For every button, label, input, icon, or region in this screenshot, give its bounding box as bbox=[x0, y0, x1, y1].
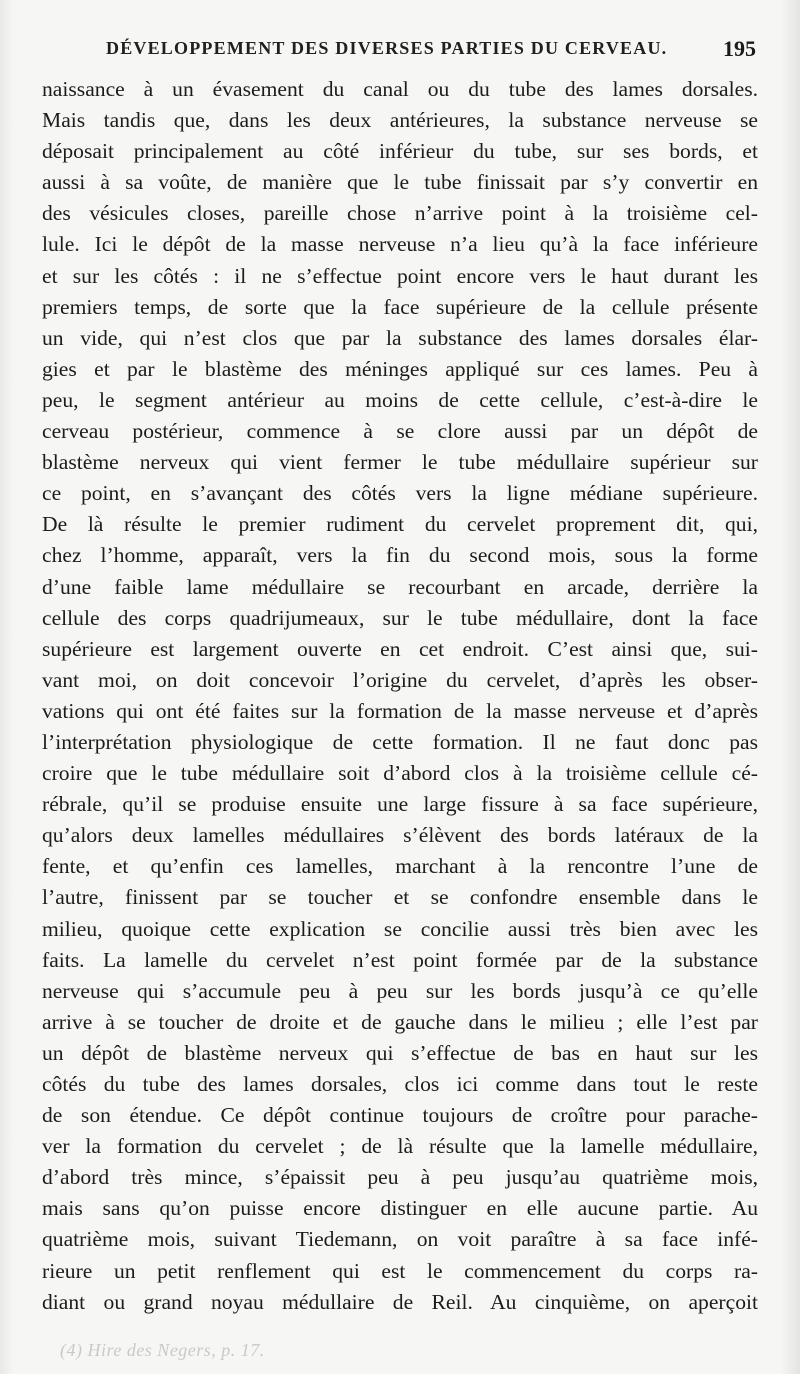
text-line: premiers temps, de sorte que la face supérieure de la cellule présente bbox=[42, 294, 758, 319]
text-line: des vésicules closes, pareille chose n’arrive point à la troisième cel- bbox=[42, 201, 758, 226]
text-line: lule. Ici le dépôt de la masse nerveuse n’a lieu qu’à la face inférieure bbox=[42, 232, 758, 257]
text-line: et sur les côtés : il ne s’effectue point encore vers le haut durant les bbox=[42, 263, 758, 288]
text-line: milieu, quoique cette explication se concilie aussi très bien avec les bbox=[42, 916, 758, 941]
text-line: d’abord très mince, s’épaissit peu à peu jusqu’au quatrième mois, bbox=[42, 1165, 758, 1190]
text-line: un dépôt de blastème nerveux qui s’effectue de bas en haut sur les bbox=[42, 1040, 758, 1065]
text-line: diant ou grand noyau médullaire de Reil. Au cinquième, on aperçoit bbox=[42, 1289, 758, 1314]
text-line: mais sans qu’on puisse encore distinguer en elle aucune partie. Au bbox=[42, 1196, 758, 1221]
text-line: De là résulte le premier rudiment du cervelet proprement dit, qui, bbox=[42, 512, 758, 537]
text-line: croire que le tube médullaire soit d’abord clos à la troisième cellule cé- bbox=[42, 761, 758, 786]
text-line: aussi à sa voûte, de manière que le tube finissait par s’y convertir en bbox=[42, 170, 758, 195]
text-line: rieure un petit renflement qui est le commencement du corps ra- bbox=[42, 1258, 758, 1283]
page-number: 195 bbox=[723, 36, 756, 61]
text-line: ver la formation du cervelet ; de là résulte que la lamelle médullaire, bbox=[42, 1134, 758, 1159]
text-line: blastème nerveux qui vient fermer le tube médullaire supérieur sur bbox=[42, 450, 758, 475]
text-line: l’autre, finissent par se toucher et se confondre ensemble dans le bbox=[42, 885, 758, 910]
bleed-through-text: (4) Hire des Negers, p. 17. bbox=[60, 1340, 265, 1360]
text-line: qu’alors deux lamelles médullaires s’élèvent des bords latéraux de la bbox=[42, 823, 758, 848]
text-line: arrive à se toucher de droite et de gauche dans le milieu ; elle l’est par bbox=[42, 1009, 758, 1034]
text-line: de son étendue. Ce dépôt continue toujours de croître pour parache- bbox=[42, 1103, 758, 1128]
text-line: l’interprétation physiologique de cette formation. Il ne faut donc pas bbox=[42, 729, 758, 754]
body-text bbox=[42, 74, 758, 1318]
text-line: cellule des corps quadrijumeaux, sur le tube médullaire, dont la face bbox=[42, 605, 758, 630]
text-line: naissance à un évasement du canal ou du tube des lames dorsales. bbox=[42, 77, 758, 101]
text-line: déposait principalement au côté inférieur du tube, sur ses bords, et bbox=[42, 139, 758, 164]
text-line: ce point, en s’avançant des côtés vers la ligne médiane supérieure. bbox=[42, 481, 758, 506]
text-line: quatrième mois, suivant Tiedemann, on voit paraître à sa face infé- bbox=[42, 1227, 758, 1252]
text-line: rébrale, qu’il se produise ensuite une large fissure à sa face supérieure, bbox=[42, 792, 758, 817]
text-line: vant moi, on doit concevoir l’origine du cervelet, d’après les obser- bbox=[42, 667, 758, 692]
text-line: faits. La lamelle du cervelet n’est point formée par de la substance bbox=[42, 947, 758, 972]
text-line: nerveuse qui s’accumule peu à peu sur les bords jusqu’à ce qu’elle bbox=[42, 978, 758, 1003]
text-line: peu, le segment antérieur au moins de cette cellule, c’est-à-dire le bbox=[42, 387, 758, 412]
text-line: chez l’homme, apparaît, vers la fin du second mois, sous la forme bbox=[42, 543, 758, 568]
text-line: gies et par le blastème des méninges appliqué sur ces lames. Peu à bbox=[42, 356, 758, 381]
text-line: cerveau postérieur, commence à se clore aussi par un dépôt de bbox=[42, 419, 758, 444]
text-line: côtés du tube des lames dorsales, clos ici comme dans tout le reste bbox=[42, 1072, 758, 1096]
running-header bbox=[42, 36, 756, 64]
text-line: Mais tandis que, dans les deux antérieures, la substance nerveuse se bbox=[42, 108, 758, 133]
text-line: d’une faible lame médullaire se recourbant en arcade, derrière la bbox=[42, 574, 758, 599]
text-line: vations qui ont été faites sur la formation de la masse nerveuse et d’après bbox=[42, 698, 758, 723]
running-title: DÉVELOPPEMENT DES DIVERSES PARTIES DU CERVEAU. bbox=[106, 38, 668, 58]
text-line: fente, et qu’enfin ces lamelles, marchant à la rencontre l’une de bbox=[42, 854, 758, 879]
text-line: un vide, qui n’est clos que par la substance des lames dorsales élar- bbox=[42, 325, 758, 350]
text-line: supérieure est largement ouverte en cet endroit. C’est ainsi que, sui- bbox=[42, 636, 758, 661]
